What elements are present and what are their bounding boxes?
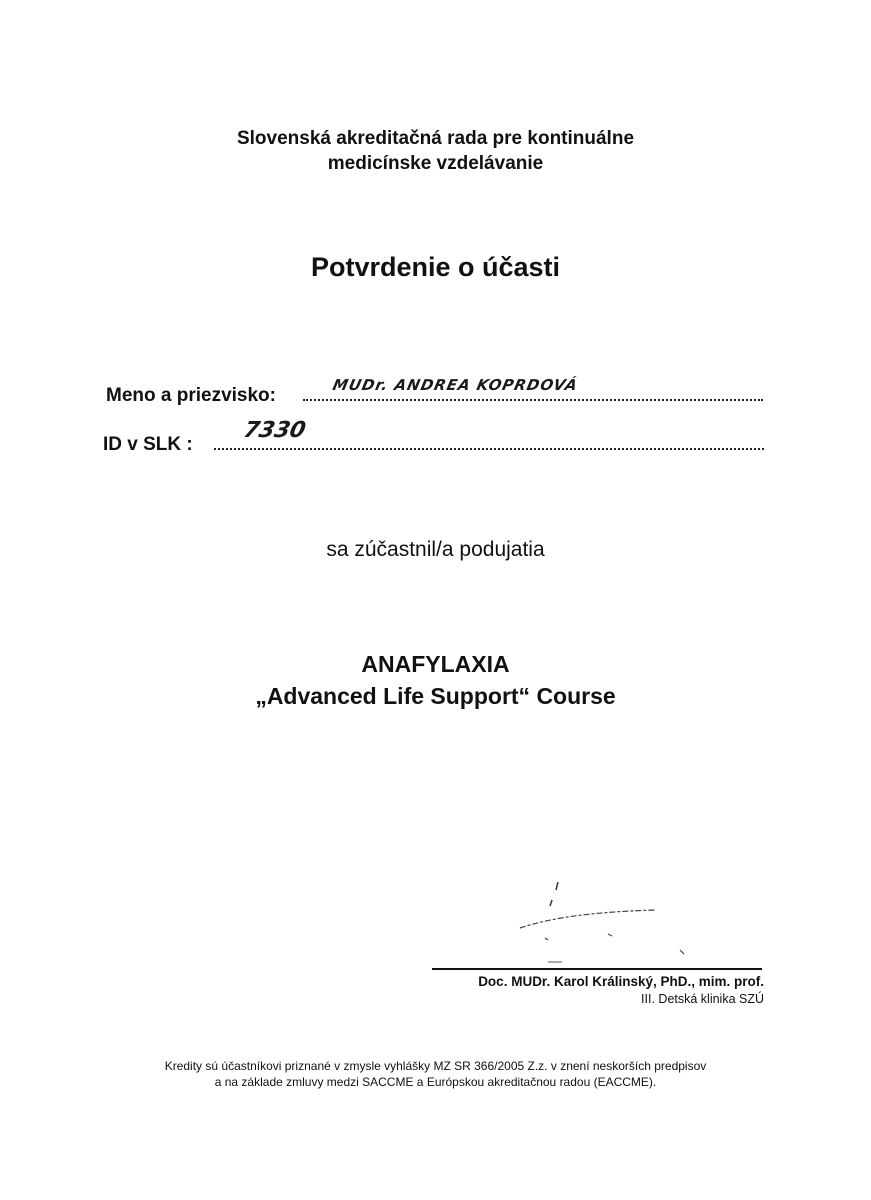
- signer-institution: III. Detská klinika SZÚ: [641, 992, 764, 1006]
- document-title: Potvrdenie o účasti: [310, 252, 561, 282]
- issuer-header-line1: Slovenská akreditačná rada pre kontinuálne: [236, 128, 635, 149]
- id-dotted-line: [214, 448, 764, 450]
- credits-footnote-line2: a na základe zmluvy medzi SACCME a Európskou akreditačnou radou (EACCME).: [214, 1075, 657, 1089]
- credits-footnote: [0, 1058, 871, 1090]
- event-title: [0, 648, 871, 712]
- signer-name: Doc. MUDr. Karol Králinský, PhD., mim. prof.: [478, 974, 764, 989]
- signature-line: [432, 968, 762, 970]
- id-handwritten-value: 7330: [241, 418, 308, 443]
- signature-scribble: [500, 870, 700, 970]
- issuer-header-line2: medicínske vzdelávanie: [327, 153, 544, 174]
- name-dotted-line: [303, 399, 763, 401]
- event-subtitle: „Advanced Life Support“ Course: [255, 683, 616, 709]
- credits-footnote-line1: Kredity sú účastníkovi priznané v zmysle vyhlášky MZ SR 366/2005 Z.z. v znení neskorších predpisov: [164, 1059, 707, 1073]
- event-name: ANAFYLAXIA: [361, 651, 510, 677]
- name-label: Meno a priezvisko:: [106, 385, 276, 406]
- issuer-header: [0, 126, 871, 176]
- name-handwritten-value: MUDr. ANDREA KOPRDOVÁ: [331, 376, 580, 394]
- participated-text: sa zúčastnil/a podujatia: [326, 538, 545, 561]
- id-label: ID v SLK :: [103, 434, 193, 455]
